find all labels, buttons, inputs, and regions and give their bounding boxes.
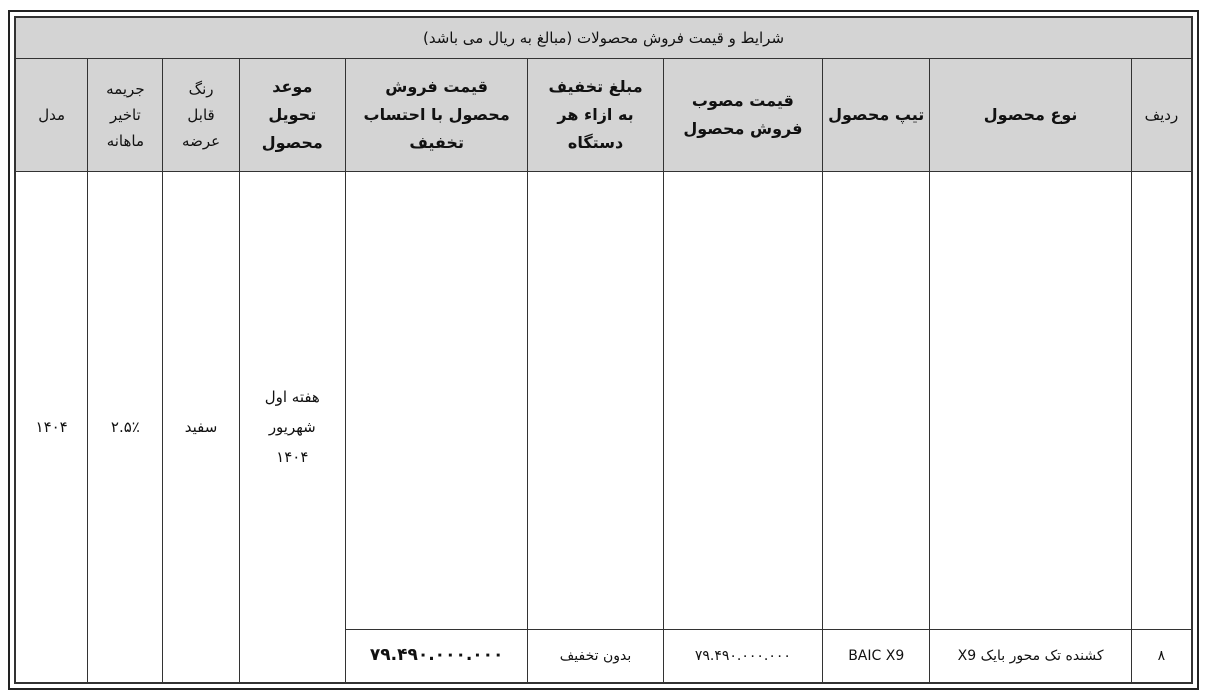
title-row [16, 18, 1192, 59]
cell-color: سفید [163, 172, 239, 683]
cell-delivery: هفته اول شهریور ۱۴۰۴ [239, 172, 345, 683]
header-color: رنگ قابل عرضه [163, 59, 239, 172]
cell-model: ۱۴۰۴ [16, 172, 88, 683]
price-table [15, 17, 1192, 683]
header-delivery: موعد تحویل محصول [239, 59, 345, 172]
header-row-number: ردیف [1131, 59, 1191, 172]
cell-product-type: کشنده تک محور بایک X9 [930, 172, 1132, 683]
price-table-frame [8, 10, 1199, 690]
table-row [16, 172, 1192, 683]
price-table-inner [14, 16, 1193, 684]
header-penalty: جریمه تاخیر ماهانه [88, 59, 163, 172]
header-final-price: قیمت فروش محصول با احتساب تخفیف [345, 59, 527, 172]
cell-final-price: ۷۹.۴۹۰.۰۰۰.۰۰۰ [345, 172, 527, 683]
header-model: مدل [16, 59, 88, 172]
header-row [16, 59, 1192, 172]
header-discount: مبلغ تخفیف به ازاء هر دستگاه [528, 59, 663, 172]
header-product-type: نوع محصول [930, 59, 1132, 172]
cell-approved-price: ۷۹.۴۹۰.۰۰۰.۰۰۰ [663, 172, 822, 683]
header-product-trim: تیپ محصول [823, 59, 930, 172]
header-approved-price: قیمت مصوب فروش محصول [663, 59, 822, 172]
cell-penalty: ۲.۵٪ [88, 172, 163, 683]
cell-discount: بدون تخفیف [528, 172, 663, 683]
cell-row-number: ۸ [1131, 172, 1191, 683]
table-title: شرایط و قیمت فروش محصولات (مبالغ به ریال می باشد) [16, 18, 1192, 59]
cell-product-trim: BAIC X9 [823, 172, 930, 683]
